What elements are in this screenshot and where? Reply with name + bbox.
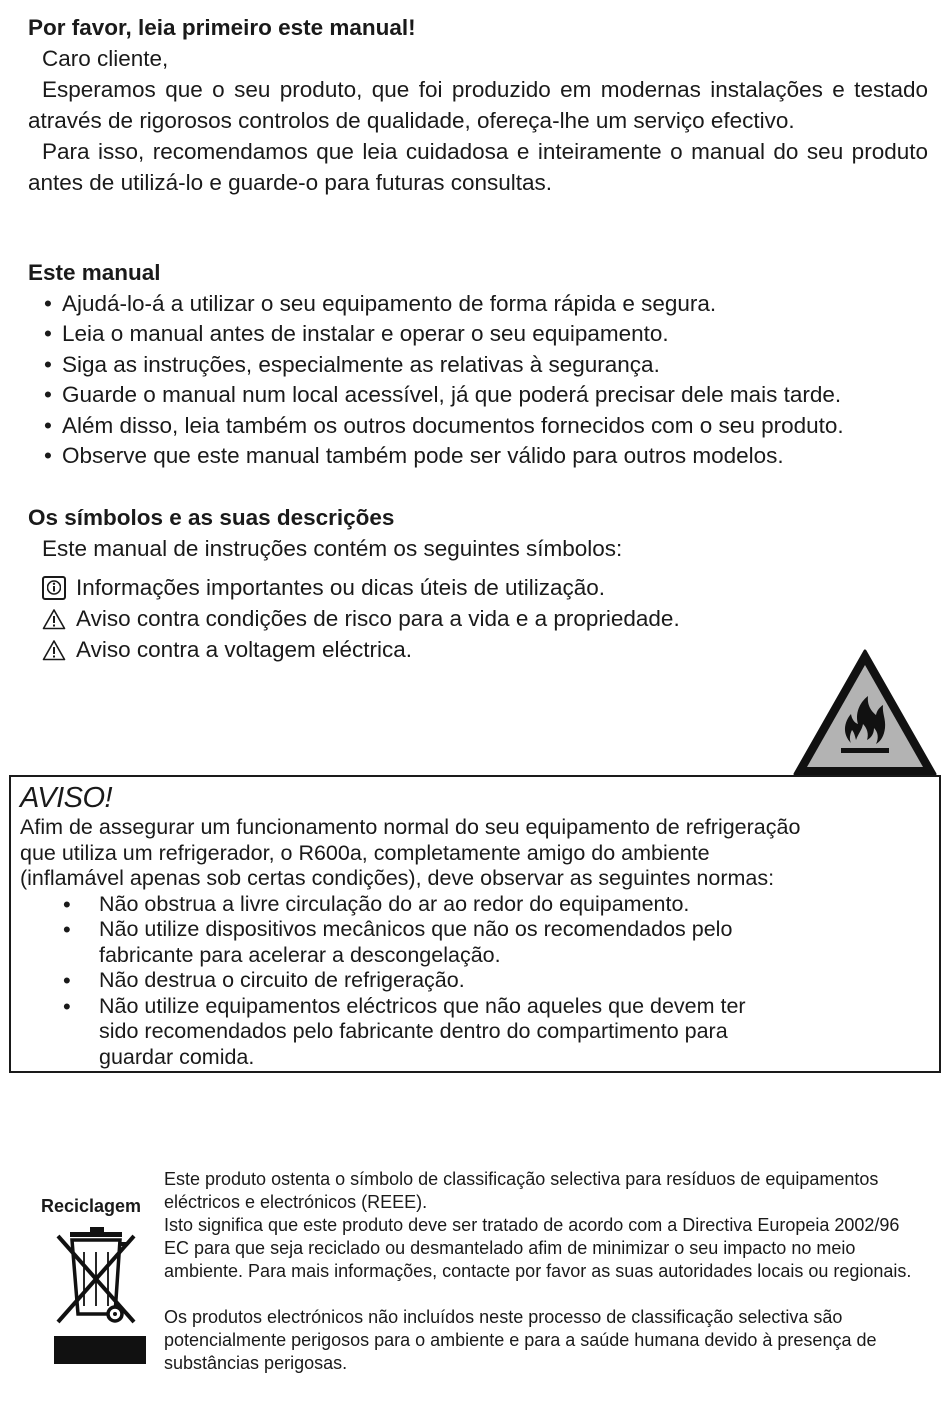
list-item: • Observe que este manual também pode ser válido para outros modelos. bbox=[44, 441, 928, 472]
warning-text-line: que utiliza um refrigerador, o R600a, completamente amigo do ambiente bbox=[20, 840, 710, 865]
symbols-intro: Este manual de instruções contém os seguintes símbolos: bbox=[42, 536, 623, 561]
warning-box bbox=[9, 775, 941, 1073]
list-item: • Além disso, leia também os outros documentos fornecidos com o seu produto. bbox=[44, 411, 928, 442]
recycling-paragraph-3: Os produtos electrónicos não incluídos neste processo de classificação selectiva são potencialmente perigosos para o ambiente e para a saúde humana devido à presença de substâncias perigosas. bbox=[164, 1307, 877, 1373]
warning-life-description: Aviso contra condições de risco para a vida e a propriedade. bbox=[76, 606, 680, 631]
symbols-section bbox=[28, 502, 928, 665]
list-item: • Siga as instruções, especialmente as relativas à segurança. bbox=[44, 350, 928, 381]
warning-text-line: (inflamável apenas sob certas condições), deve observar as seguintes normas: bbox=[20, 866, 775, 890]
warning-rules-list bbox=[20, 892, 929, 1071]
symbols-heading: Os símbolos e as suas descrições bbox=[28, 505, 395, 530]
warning-triangle-icon bbox=[42, 639, 66, 661]
info-icon bbox=[42, 576, 66, 600]
warning-voltage-description: Aviso contra a voltagem eléctrica. bbox=[76, 637, 412, 662]
rule-line: sido recomendados pelo fabricante dentro do compartimento para bbox=[99, 1019, 728, 1043]
list-item bbox=[20, 994, 929, 1071]
recycling-paragraph-1: Este produto ostenta o símbolo de classificação selectiva para resíduos de equipamentos eléctricos e electrónicos (REEE). bbox=[164, 1169, 879, 1212]
rule-line: • Não utilize equipamentos eléctricos que não aqueles que devem ter bbox=[99, 993, 746, 1018]
greeting: Caro cliente, bbox=[42, 46, 169, 71]
recycling-text bbox=[164, 1168, 924, 1375]
manual-heading: Este manual bbox=[28, 260, 161, 285]
symbol-row-warning-life bbox=[28, 603, 928, 634]
list-item: • Leia o manual antes de instalar e operar o seu equipamento. bbox=[44, 319, 928, 350]
intro-heading: Por favor, leia primeiro este manual! bbox=[28, 15, 416, 40]
intro-section bbox=[28, 12, 928, 198]
rule-line: guardar comida. bbox=[99, 1044, 255, 1069]
recycling-label: Reciclagem bbox=[41, 1196, 142, 1216]
manual-section bbox=[28, 258, 928, 472]
warning-text-line: Afim de assegurar um funcionamento normal do seu equipamento de refrigeração bbox=[20, 815, 801, 839]
manual-list bbox=[28, 289, 928, 472]
list-item: • Guarde o manual num local acessível, já que poderá precisar dele mais tarde. bbox=[44, 380, 928, 411]
list-item bbox=[20, 917, 929, 968]
intro-paragraph-1: Esperamos que o seu produto, que foi produzido em modernas instalações e testado através de rigorosos controlos de qualidade, ofereça-lhe um serviço efectivo. bbox=[28, 77, 928, 133]
warning-title: AVISO! bbox=[20, 782, 113, 814]
recycling-paragraph-2: Isto significa que este produto deve ser tratado de acordo com a Directiva Europeia 2002/96 EC para que seja reciclado ou desmantelado afim de minimizar o seu impacto no meio ambiente. Para mais informações, contacte por favor as suas autoridades locais ou regionais. bbox=[164, 1215, 912, 1281]
list-item bbox=[20, 968, 929, 994]
rule-line: • Não destrua o circuito de refrigeração. bbox=[99, 968, 465, 992]
flammable-warning-icon bbox=[792, 648, 938, 778]
info-description: Informações importantes ou dicas úteis de utilização. bbox=[76, 575, 606, 600]
list-item: • Ajudá-lo-á a utilizar o seu equipamento de forma rápida e segura. bbox=[44, 289, 928, 320]
intro-paragraph-2: Para isso, recomendamos que leia cuidadosa e inteiramente o manual do seu produto antes de utilizá-lo e guarde-o para futuras consultas. bbox=[28, 139, 928, 195]
warning-triangle-icon bbox=[42, 608, 66, 630]
rule-line: • Não utilize dispositivos mecânicos que não os recomendados pelo bbox=[99, 917, 733, 941]
rule-line: • Não obstrua a livre circulação do ar ao redor do equipamento. bbox=[99, 891, 690, 916]
rule-line: fabricante para acelerar a descongelação. bbox=[99, 942, 501, 967]
symbol-row-info bbox=[28, 572, 928, 603]
list-item bbox=[20, 892, 929, 918]
crossed-out-wheelie-bin-icon bbox=[52, 1222, 148, 1364]
